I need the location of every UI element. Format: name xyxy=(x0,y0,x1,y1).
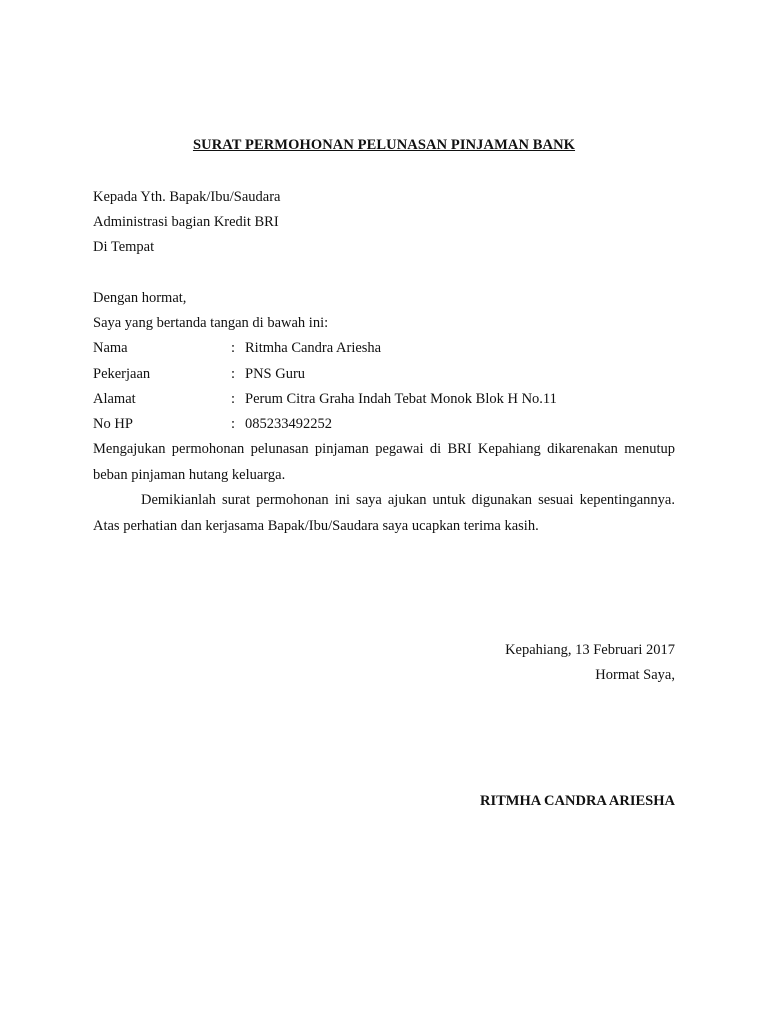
field-value: Ritmha Candra Ariesha xyxy=(245,340,382,356)
recipient-line-2: Administrasi bagian Kredit BRI xyxy=(93,214,279,230)
recipient-line-1: Kepada Yth. Bapak/Ibu/Saudara xyxy=(93,189,281,205)
field-value: 085233492252 xyxy=(245,416,332,432)
body-paragraph: Mengajukan permohonan pelunasan pinjaman pegawai di BRI Kepahiang dikarenakan menutup beban pinjaman hutang keluarga. xyxy=(93,441,675,483)
field-row-occupation xyxy=(93,364,683,384)
field-value: PNS Guru xyxy=(245,366,306,382)
closing-paragraph: Demikianlah surat permohonan ini saya ajukan untuk digunakan sesuai kepentingannya. Atas perhatian dan kerjasama Bapak/Ibu/Saudara saya ucapkan terima kasih. xyxy=(93,492,675,534)
field-label: No HP xyxy=(93,416,133,432)
place-date: Kepahiang, 13 Februari 2017 xyxy=(505,642,675,658)
letter-title: SURAT PERMOHONAN PELUNASAN PINJAMAN BANK xyxy=(192,137,576,153)
field-colon: : xyxy=(231,366,236,382)
field-row-phone xyxy=(93,414,683,434)
recipient-line-3: Di Tempat xyxy=(93,239,155,255)
field-label: Nama xyxy=(93,340,128,356)
field-row-address xyxy=(93,389,683,409)
sign-off: Hormat Saya, xyxy=(595,667,675,683)
field-label: Alamat xyxy=(93,391,136,407)
field-colon: : xyxy=(231,416,236,432)
field-label: Pekerjaan xyxy=(93,366,151,382)
signer-name: RITMHA CANDRA ARIESHA xyxy=(480,793,675,809)
field-value: Perum Citra Graha Indah Tebat Monok Blok H No.11 xyxy=(245,391,557,407)
intro-text: Saya yang bertanda tangan di bawah ini: xyxy=(93,315,329,331)
field-row-name xyxy=(93,338,683,358)
greeting: Dengan hormat, xyxy=(93,290,187,306)
field-colon: : xyxy=(231,391,236,407)
field-colon: : xyxy=(231,340,236,356)
